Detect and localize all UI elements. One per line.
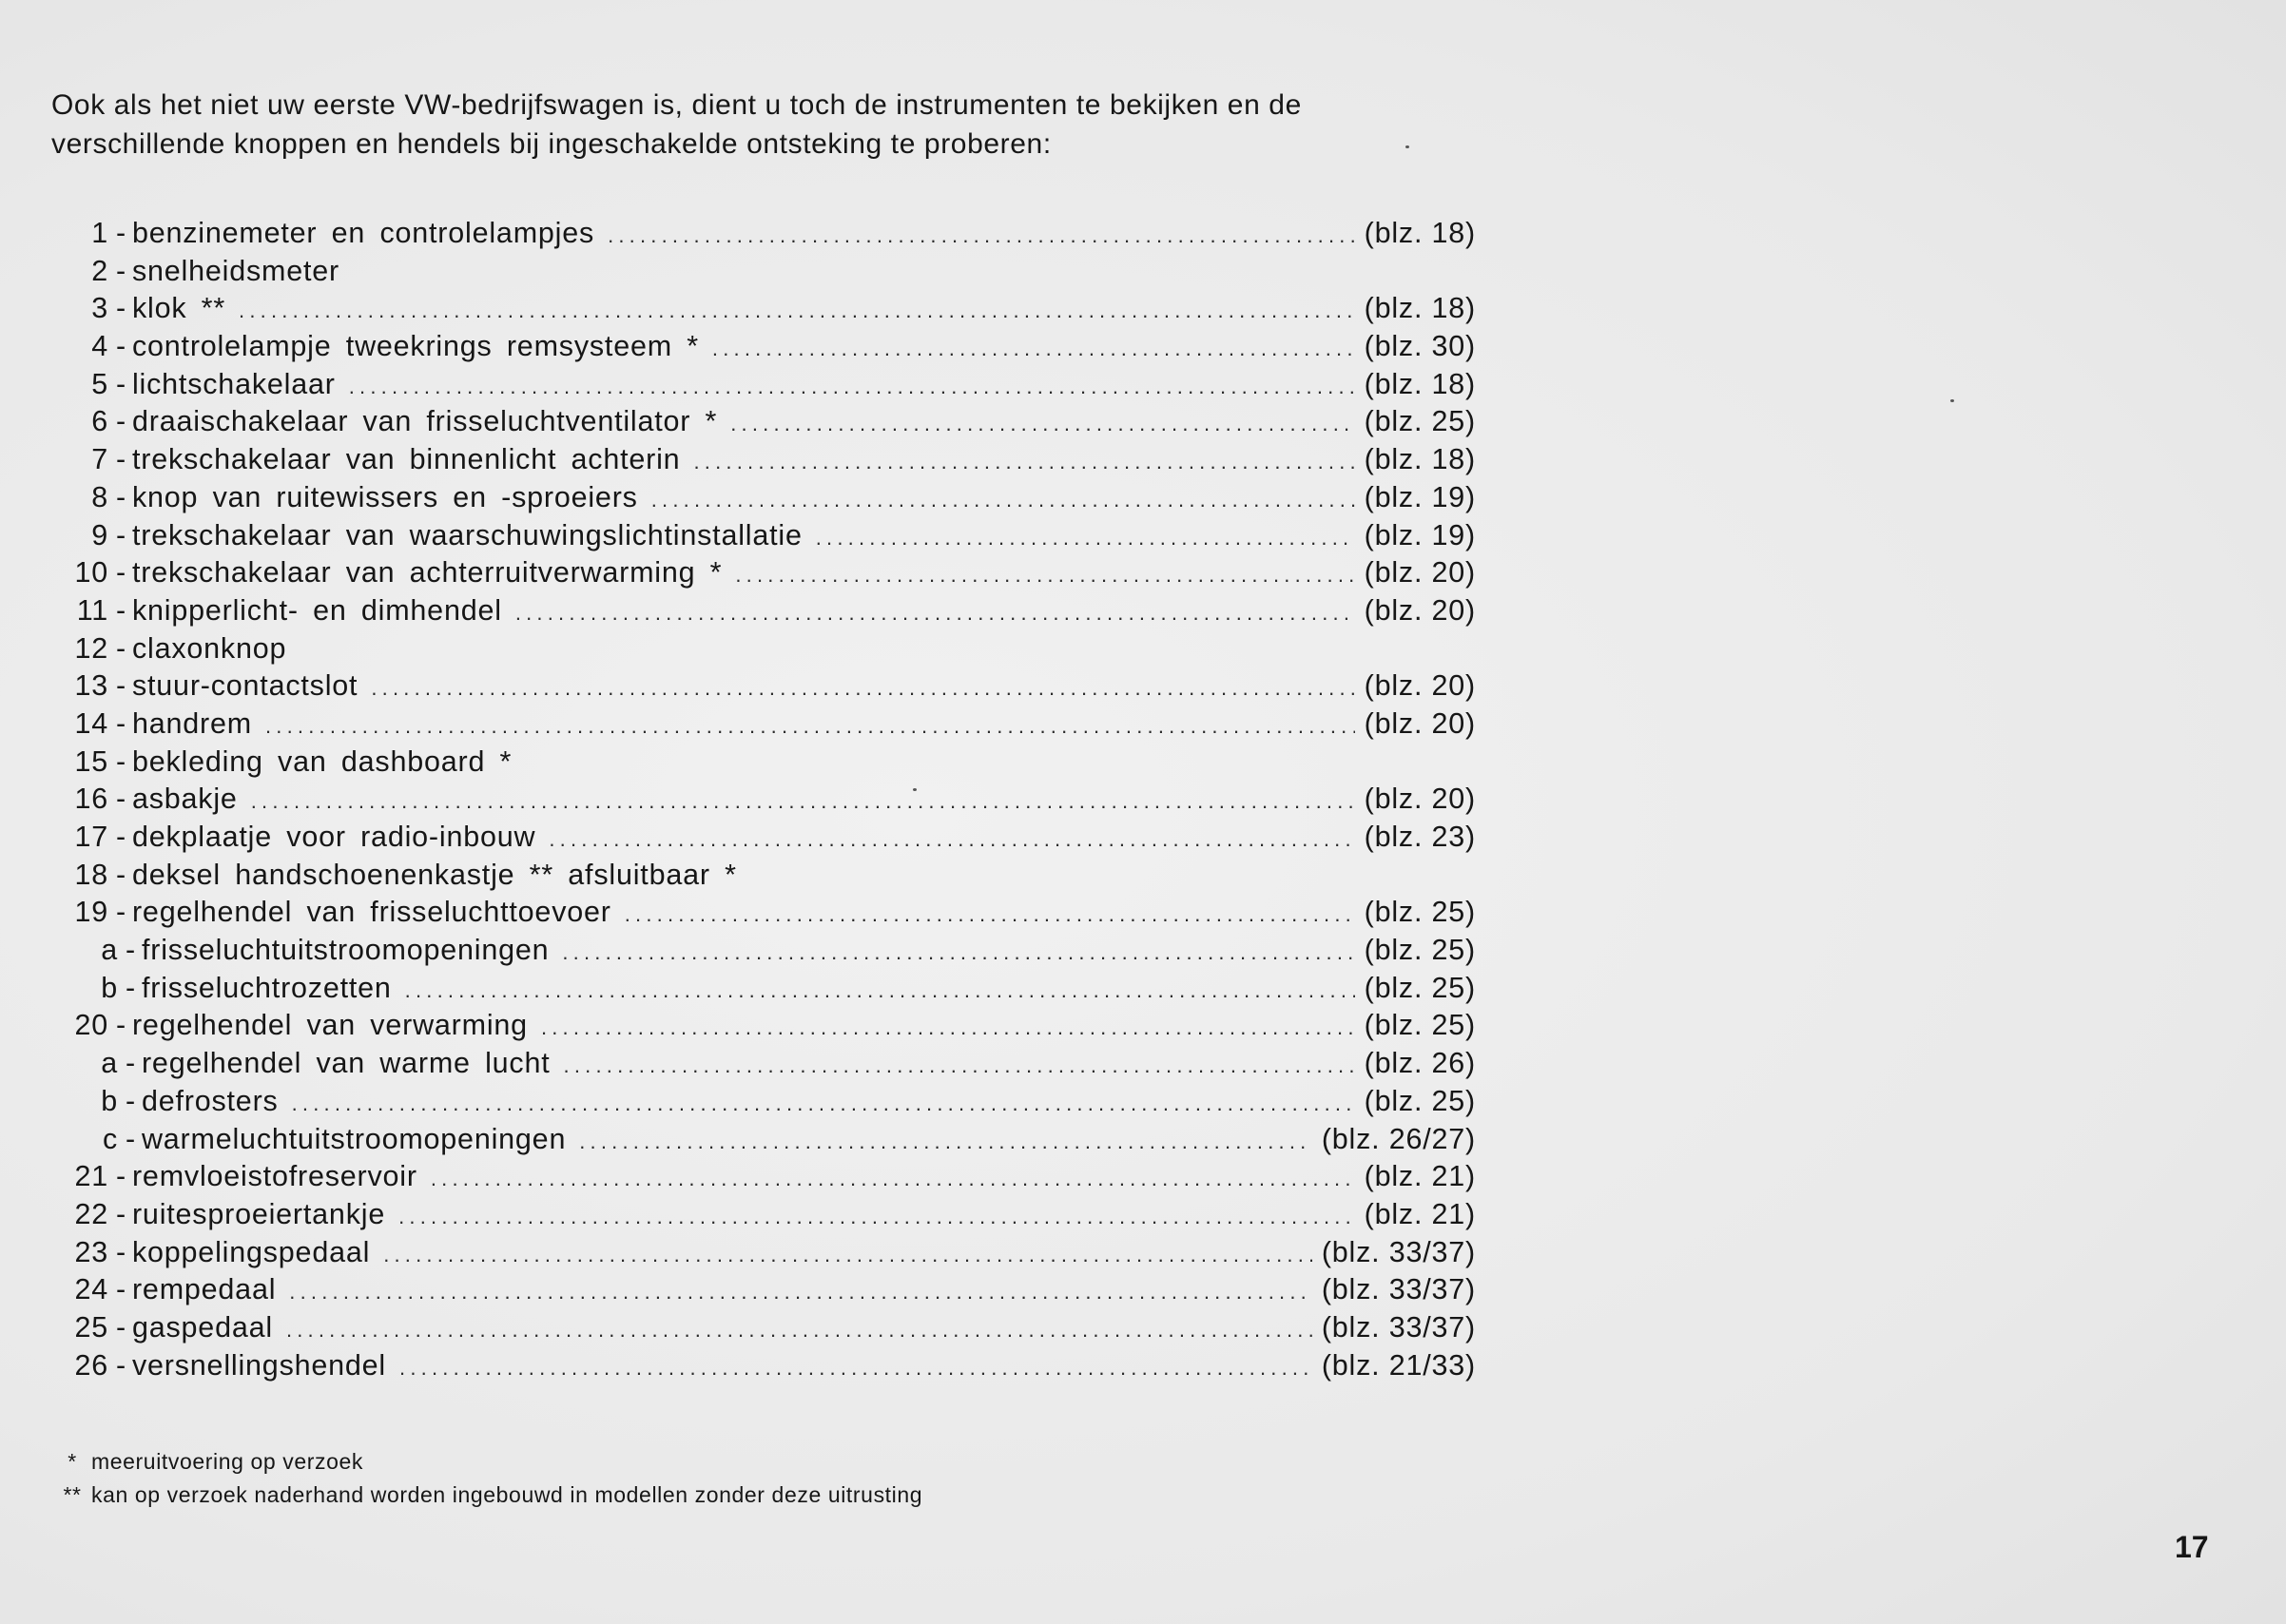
dot-leader <box>399 1356 1312 1381</box>
item-separator: - <box>116 1310 126 1344</box>
item-number: 8 <box>91 480 108 513</box>
list-subitem <box>51 1085 1476 1123</box>
item-separator: - <box>116 1348 126 1382</box>
list-item <box>51 669 1476 707</box>
footnotes <box>53 1445 922 1512</box>
list-item <box>51 556 1476 594</box>
item-label: handrem <box>131 706 252 740</box>
item-label: bekleding van dashboard * <box>131 744 513 778</box>
dot-leader <box>265 714 1355 739</box>
item-separator: - <box>116 706 126 740</box>
item-number: 13 <box>74 669 108 703</box>
dot-leader <box>735 563 1354 588</box>
page-reference: (blz. 25) <box>1364 1009 1476 1042</box>
list-item <box>51 255 1476 293</box>
page-reference: (blz. 18) <box>1364 292 1476 325</box>
item-separator: - <box>116 292 126 325</box>
list-item <box>51 443 1476 481</box>
dot-leader <box>693 450 1354 474</box>
item-label: klok ** <box>131 292 226 325</box>
item-separator: - <box>116 480 126 513</box>
item-number: c <box>102 1122 118 1155</box>
list-subitem <box>51 1123 1476 1161</box>
item-label: knipperlicht- en dimhendel <box>131 593 502 627</box>
list-item <box>51 859 1476 897</box>
page-reference: (blz. 20) <box>1364 669 1476 703</box>
item-number: 25 <box>74 1310 108 1344</box>
item-number: 7 <box>91 443 108 476</box>
item-number: 1 <box>91 217 108 249</box>
item-label: gaspedaal <box>131 1310 273 1344</box>
item-label: regelhendel van verwarming <box>131 1009 528 1042</box>
page-reference: (blz. 18) <box>1364 367 1476 400</box>
page-reference: (blz. 25) <box>1364 934 1476 967</box>
dot-leader <box>398 1205 1355 1229</box>
item-label: trekschakelaar van achterruitverwarming * <box>131 556 723 590</box>
list-item <box>51 1236 1476 1274</box>
page-reference: (blz. 26/27) <box>1321 1122 1476 1155</box>
item-separator: - <box>126 1047 136 1080</box>
item-number: a <box>101 1047 118 1080</box>
dot-leader <box>515 601 1355 626</box>
dot-leader <box>292 1092 1355 1116</box>
list-item <box>51 1198 1476 1236</box>
dot-leader <box>239 299 1355 323</box>
page-reference: (blz. 33/37) <box>1321 1273 1476 1306</box>
item-number: 11 <box>76 593 108 627</box>
item-separator: - <box>116 1273 126 1306</box>
list-item <box>51 1349 1476 1387</box>
item-separator: - <box>116 367 126 400</box>
dot-leader <box>431 1167 1355 1191</box>
item-label: remvloeistofreservoir <box>131 1160 417 1193</box>
page-reference: (blz. 18) <box>1364 443 1476 476</box>
item-number: 12 <box>74 631 108 665</box>
page-reference: (blz. 25) <box>1364 896 1476 929</box>
item-number: 17 <box>74 821 108 853</box>
item-separator: - <box>116 556 126 590</box>
intro-line-1: Ook als het niet uw eerste VW-bedrijfswagen is, dient u toch de instrumenten te bekijken en de <box>51 89 1302 121</box>
dot-leader <box>541 1015 1355 1040</box>
footnote-text: kan op verzoek naderhand worden ingebouwd in modellen zonder deze uitrusting <box>91 1482 923 1507</box>
item-number: a <box>101 934 118 967</box>
item-separator: - <box>116 518 126 551</box>
intro-paragraph <box>51 86 1497 164</box>
list-item <box>51 1160 1476 1198</box>
item-number: 2 <box>91 254 108 287</box>
item-separator: - <box>116 330 126 363</box>
list-item <box>51 783 1476 821</box>
footnote <box>53 1479 922 1512</box>
item-label: knop van ruitewissers en -sproeiers <box>131 480 638 513</box>
item-separator: - <box>126 934 136 967</box>
list-item <box>51 1273 1476 1311</box>
list-item <box>51 405 1476 443</box>
item-number: 24 <box>74 1273 108 1306</box>
item-number: 18 <box>74 858 108 891</box>
item-number: 26 <box>74 1348 108 1382</box>
item-separator: - <box>116 744 126 778</box>
item-label: lichtschakelaar <box>131 367 336 400</box>
item-number: 4 <box>91 330 108 363</box>
intro-line-2: verschillende knoppen en hendels bij ingeschakelde ontsteking te proberen: <box>51 128 1052 160</box>
list-item <box>51 745 1476 783</box>
item-separator: - <box>116 254 126 287</box>
dot-leader <box>608 223 1355 248</box>
page-reference: (blz. 21) <box>1364 1197 1476 1230</box>
item-number: 5 <box>91 367 108 400</box>
item-number: 22 <box>74 1197 108 1230</box>
item-separator: - <box>116 217 126 249</box>
item-label: rempedaal <box>131 1273 277 1306</box>
dot-leader <box>816 526 1355 551</box>
item-separator: - <box>116 896 126 929</box>
list-item <box>51 821 1476 859</box>
dot-leader <box>564 1054 1355 1078</box>
item-label: frisseluchtrozetten <box>141 971 392 1004</box>
list-item <box>51 896 1476 934</box>
item-label: regelhendel van frisseluchttoevoer <box>131 896 611 929</box>
item-separator: - <box>116 1009 126 1042</box>
item-number: 23 <box>74 1235 108 1268</box>
dot-leader <box>286 1318 1312 1343</box>
list-item <box>51 368 1476 406</box>
page-reference: (blz. 33/37) <box>1321 1235 1476 1268</box>
dot-leader <box>549 827 1354 852</box>
dot-leader <box>371 676 1354 701</box>
list-item <box>51 594 1476 632</box>
list-subitem <box>51 1047 1476 1085</box>
item-label: ruitesproeiertankje <box>131 1197 386 1230</box>
item-label: frisseluchtuitstroomopeningen <box>141 934 550 967</box>
item-number: 14 <box>74 706 108 740</box>
item-number: b <box>101 971 118 1004</box>
item-label: dekplaatje voor radio-inbouw <box>131 821 536 853</box>
item-separator: - <box>116 593 126 627</box>
list-item <box>51 519 1476 557</box>
list-item <box>51 1009 1476 1047</box>
item-label: trekschakelaar van binnenlicht achterin <box>131 443 681 476</box>
item-label: claxonknop <box>131 631 287 665</box>
item-label: defrosters <box>141 1084 279 1117</box>
item-label: benzinemeter en controlelampjes <box>131 217 595 249</box>
footnote <box>53 1445 922 1479</box>
list-subitem <box>51 934 1476 972</box>
item-separator: - <box>116 858 126 891</box>
item-separator: - <box>126 971 136 1004</box>
dot-leader <box>251 789 1355 814</box>
page-reference: (blz. 20) <box>1364 783 1476 816</box>
controls-list <box>51 217 1476 1386</box>
item-separator: - <box>116 821 126 853</box>
list-item <box>51 481 1476 519</box>
item-separator: - <box>116 669 126 703</box>
scan-speck <box>1405 145 1409 148</box>
item-separator: - <box>116 443 126 476</box>
item-label: controlelampje tweekrings remsysteem * <box>131 330 699 363</box>
list-subitem <box>51 972 1476 1010</box>
page-reference: (blz. 21) <box>1364 1160 1476 1193</box>
scan-speck <box>913 788 917 791</box>
page-reference: (blz. 25) <box>1364 971 1476 1004</box>
page-reference: (blz. 33/37) <box>1321 1310 1476 1344</box>
item-label: trekschakelaar van waarschuwingslichtinstallatie <box>131 518 803 551</box>
item-label: draaischakelaar van frisseluchtventilator * <box>131 405 718 438</box>
item-number: 10 <box>74 556 108 590</box>
list-item <box>51 1311 1476 1349</box>
scan-speck <box>1950 399 1954 402</box>
dot-leader <box>579 1130 1312 1154</box>
dot-leader <box>383 1243 1312 1267</box>
item-number: 21 <box>74 1160 108 1193</box>
item-separator: - <box>116 405 126 438</box>
item-number: 19 <box>74 896 108 929</box>
page-reference: (blz. 26) <box>1364 1047 1476 1080</box>
dot-leader <box>562 940 1354 965</box>
page-reference: (blz. 25) <box>1364 405 1476 438</box>
item-separator: - <box>116 1160 126 1193</box>
dot-leader <box>289 1280 1312 1305</box>
item-label: koppelingspedaal <box>131 1235 371 1268</box>
item-label: regelhendel van warme lucht <box>141 1047 551 1080</box>
dot-leader <box>625 902 1355 927</box>
page-reference: (blz. 18) <box>1364 217 1476 249</box>
item-separator: - <box>116 1235 126 1268</box>
page-reference: (blz. 19) <box>1364 518 1476 551</box>
page-reference: (blz. 23) <box>1364 821 1476 853</box>
page-reference: (blz. 19) <box>1364 480 1476 513</box>
item-label: stuur-contactslot <box>131 669 358 703</box>
list-item <box>51 217 1476 255</box>
footnote-text: meeruitvoering op verzoek <box>91 1449 364 1474</box>
page-reference: (blz. 20) <box>1364 706 1476 740</box>
footnote-mark: * <box>68 1449 77 1474</box>
item-label: warmeluchtuitstroomopeningen <box>141 1122 567 1155</box>
item-separator: - <box>116 783 126 816</box>
dot-leader <box>730 412 1354 436</box>
page-reference: (blz. 30) <box>1364 330 1476 363</box>
page-reference: (blz. 21/33) <box>1321 1348 1476 1382</box>
item-label: snelheidsmeter <box>131 254 339 287</box>
page-reference: (blz. 20) <box>1364 593 1476 627</box>
item-number: 6 <box>91 405 108 438</box>
dot-leader <box>712 337 1355 361</box>
item-label: versnellingshendel <box>131 1348 387 1382</box>
item-number: 16 <box>74 783 108 816</box>
item-number: 3 <box>91 292 108 325</box>
list-item <box>51 330 1476 368</box>
item-label: asbakje <box>131 783 238 816</box>
page-reference: (blz. 20) <box>1364 556 1476 590</box>
item-separator: - <box>116 1197 126 1230</box>
item-number: 20 <box>74 1009 108 1042</box>
item-label: deksel handschoenenkastje ** afsluitbaar * <box>131 858 737 891</box>
item-separator: - <box>116 631 126 665</box>
list-item <box>51 292 1476 330</box>
list-item <box>51 632 1476 670</box>
dot-leader <box>651 488 1355 512</box>
page-number: 17 <box>2175 1530 2209 1564</box>
dot-leader <box>349 375 1355 399</box>
dot-leader <box>405 978 1355 1003</box>
item-number: b <box>101 1084 118 1117</box>
list-item <box>51 707 1476 745</box>
item-number: 15 <box>74 744 108 778</box>
item-separator: - <box>126 1122 136 1155</box>
item-separator: - <box>126 1084 136 1117</box>
page-reference: (blz. 25) <box>1364 1084 1476 1117</box>
item-number: 9 <box>91 518 108 551</box>
footnote-mark: ** <box>63 1482 82 1507</box>
